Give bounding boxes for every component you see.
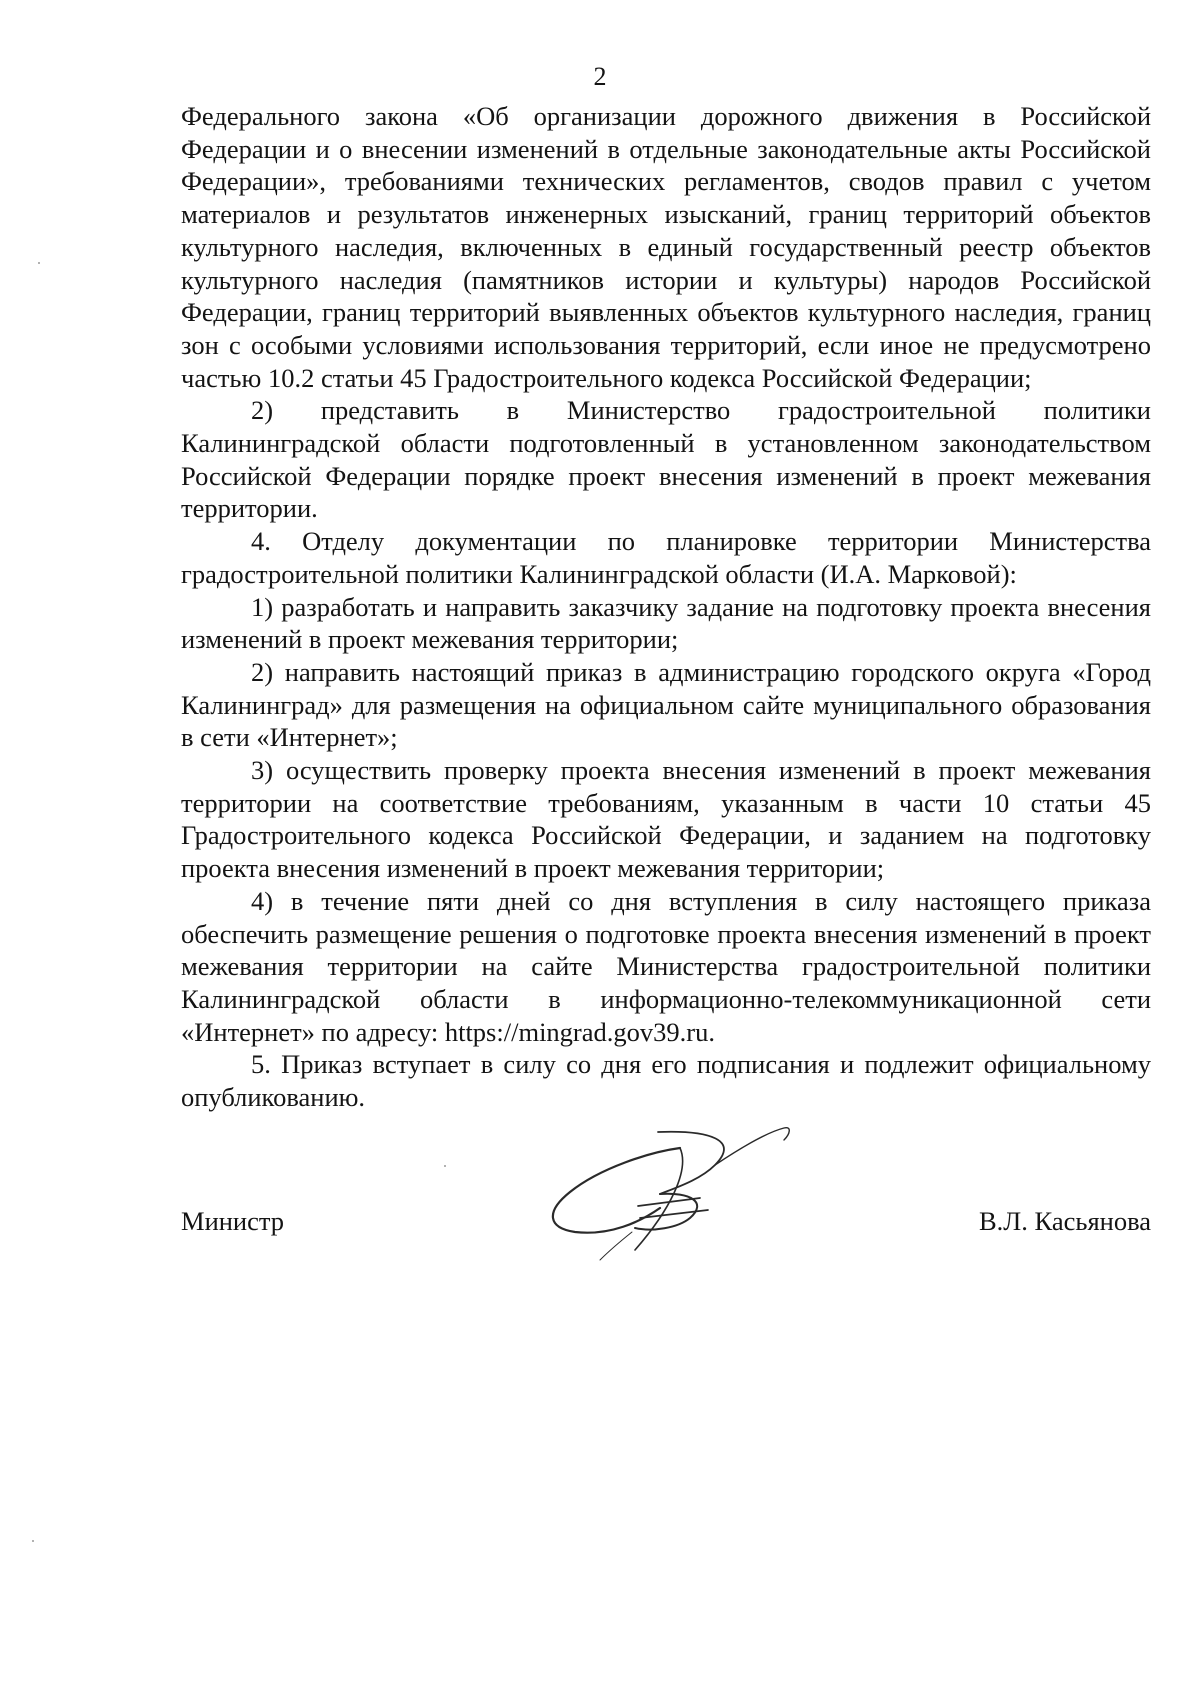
signatory-title: Министр xyxy=(181,1206,285,1236)
handwritten-signature-icon xyxy=(540,1110,810,1280)
paragraph-item-3-2: 2) представить в Министерство градостроительной политики Калининградской области подготовленный в установленном законодательством Российской Федерации порядке проект внесения изменений в проект межевания территории. xyxy=(181,395,1151,524)
scan-speck xyxy=(444,1165,446,1167)
paragraph-item-4-3: 3) осуществить проверку проекта внесения изменений в проект межевания территории на соответствие требованиям, указанным в части 10 статьи 45 Градостроительного кодекса Российской Федерации, и заданием на подготовку проекта внесения изменений в проект межевания территории; xyxy=(181,755,1151,884)
paragraph-item-4-4: 4) в течение пяти дней со дня вступления в силу настоящего приказа обеспечить размещение решения о подготовке проекта внесения изменений в проект межевания территории на сайте Министерства градостроительной политики Калининградской области в информационно-телекоммуникационной сети «Интернет» по адресу: https://mingrad.gov39.ru. xyxy=(181,885,1151,1047)
page-number: 2 xyxy=(593,62,607,91)
paragraph-continuation: Федерального закона «Об организации дорожного движения в Российской Федерации и о внесении изменений в отдельные законодательные акты Российской Федерации», требованиями технических регламентов, сводов правил с учетом материалов и результатов инженерных изысканий, границ территорий объектов культурного наследия, включенных в единый государственный реестр объектов культурного наследия (памятников истории и культуры) народов Российской Федерации, границ территорий выявленных объектов культурного наследия, границ зон с особыми условиями использования территорий, если иное не предусмотрено частью 10.2 статьи 45 Градостроительного кодекса Российской Федерации; xyxy=(181,101,1151,393)
paragraph-item-5: 5. Приказ вступает в силу со дня его подписания и подлежит официальному опубликованию. xyxy=(181,1049,1151,1113)
document-body xyxy=(181,100,1151,1114)
scan-speck xyxy=(38,262,40,264)
scan-speck xyxy=(32,1540,34,1542)
signatory-name: В.Л. Касьянова xyxy=(978,1206,1151,1236)
paragraph-item-4-1: 1) разработать и направить заказчику задание на подготовку проекта внесения изменений в проект межевания территории; xyxy=(181,591,1151,655)
paragraph-item-4-2: 2) направить настоящий приказ в администрацию городского округа «Город Калининград» для размещения на официальном сайте муниципального образования в сети «Интернет»; xyxy=(181,656,1151,753)
paragraph-item-4: 4. Отделу документации по планировке территории Министерства градостроительной политики Калининградской области (И.А. Марковой): xyxy=(181,526,1151,589)
